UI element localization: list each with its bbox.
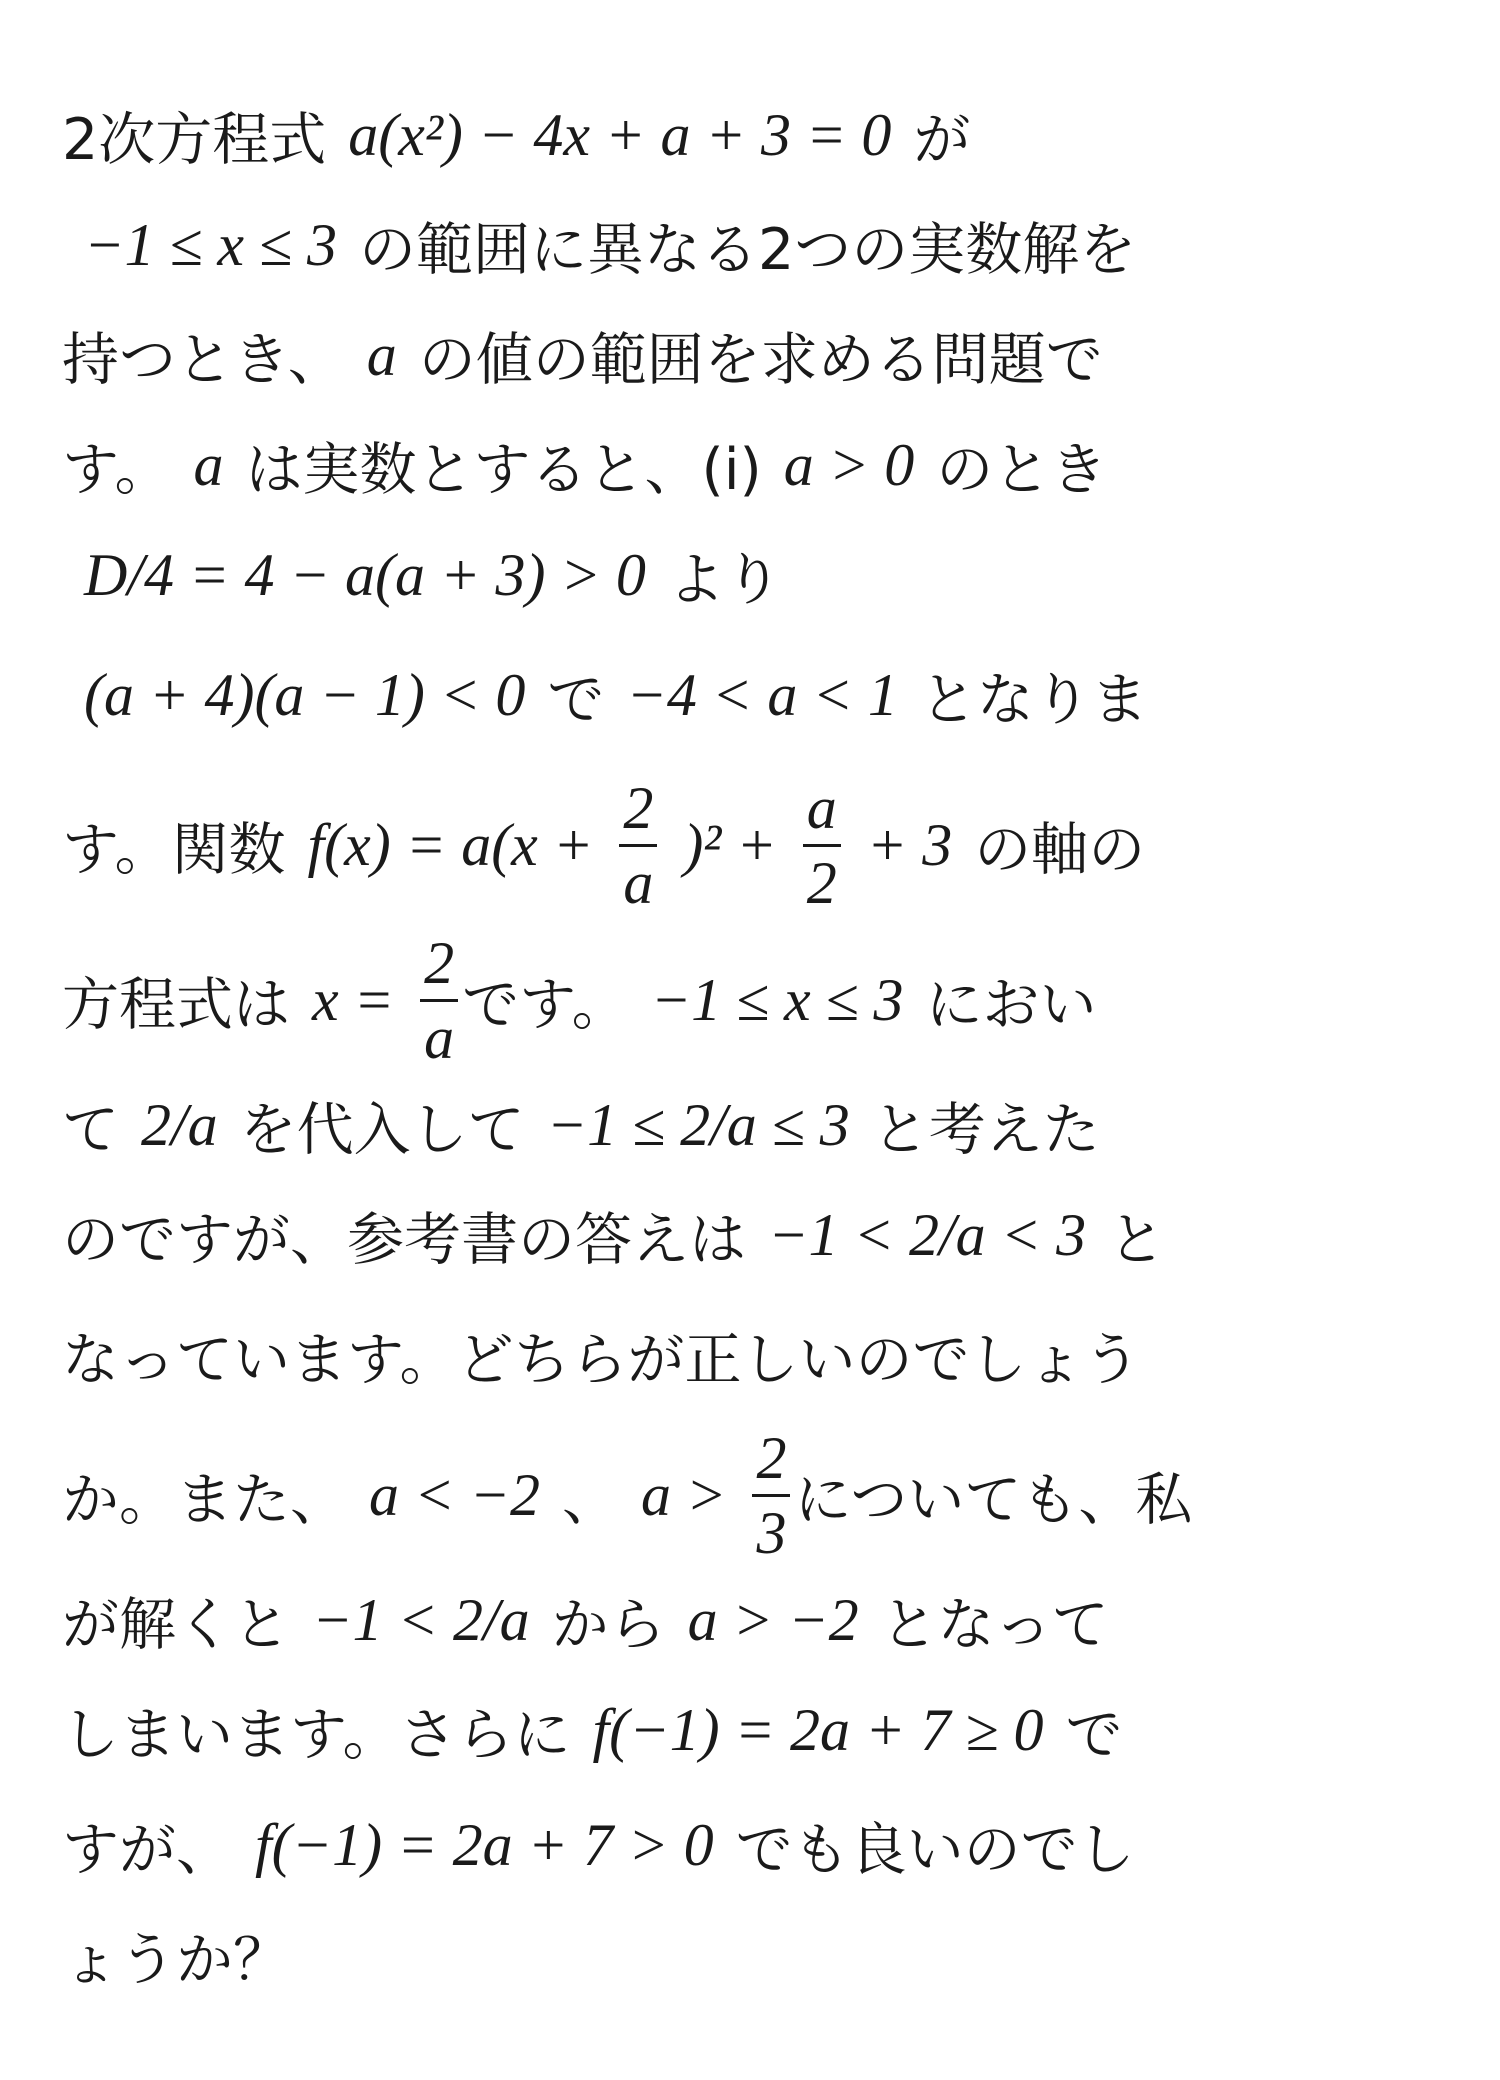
text-span: すが、 <box>62 1817 233 1883</box>
text-span: のとき <box>936 437 1108 503</box>
text-span: の範囲に異なる2つの実数解を <box>358 217 1137 283</box>
text-span: となって <box>880 1592 1109 1658</box>
text-span: 方程式は <box>62 972 290 1038</box>
math-expression: a > −2 <box>687 1586 859 1653</box>
text-span: のですが、参考書の答えは <box>62 1207 746 1273</box>
text-span: しまいます。さらに <box>62 1702 571 1768</box>
fraction-numerator: 2 <box>752 1428 790 1497</box>
text-line <box>62 1300 1460 1410</box>
math-expression: x = <box>312 966 395 1033</box>
text-span: におい <box>925 972 1097 1038</box>
math-expression: f(x) = a(x + <box>307 811 594 878</box>
math-expression: D/4 = 4 − a(a + 3) > 0 <box>84 541 646 608</box>
math-expression: a < −2 <box>369 1461 540 1528</box>
text-span: でも良いのでし <box>735 1817 1135 1883</box>
math-expression: a(x²) − 4x + a + 3 = 0 <box>348 101 892 168</box>
math-expression: a > 0 <box>783 431 915 498</box>
text-line <box>62 1070 1460 1180</box>
text-span: を代入して <box>239 1097 525 1163</box>
fraction-denominator: a <box>424 1004 455 1071</box>
text-span: となりま <box>919 667 1148 733</box>
text-line <box>62 774 1460 916</box>
fraction <box>619 774 657 916</box>
text-span: が <box>913 107 971 173</box>
text-span: 、 <box>561 1467 619 1533</box>
text-span: なっています。どちらが正しいのでしょう <box>62 1327 1141 1393</box>
text-span: の軸の <box>974 817 1146 883</box>
fraction-denominator: 3 <box>756 1499 787 1566</box>
text-line <box>62 410 1460 520</box>
math-expression: )² + <box>683 811 777 878</box>
fraction <box>420 929 458 1071</box>
text-span: と <box>1108 1207 1166 1273</box>
text-span: より <box>667 547 782 613</box>
fraction <box>752 1424 790 1566</box>
text-line <box>62 520 1460 630</box>
fraction-denominator: 2 <box>806 849 837 916</box>
math-expression: −1 < 2/a < 3 <box>768 1201 1087 1268</box>
text-line <box>62 190 1460 300</box>
math-expression: a <box>193 431 224 498</box>
fraction-numerator: 2 <box>420 933 458 1002</box>
math-expression: (a + 4)(a − 1) < 0 <box>84 661 526 728</box>
fraction-numerator: a <box>803 778 841 847</box>
text-span: の値の範囲を求める問題で <box>418 327 1103 393</box>
text-span: 持つとき、 <box>62 327 345 393</box>
text-span: と考えた <box>871 1097 1100 1163</box>
fraction-numerator: 2 <box>619 778 657 847</box>
math-expression: a <box>366 321 397 388</box>
text-line <box>62 1675 1460 1785</box>
math-expression: −1 ≤ x ≤ 3 <box>84 211 337 278</box>
text-span: て <box>62 1097 119 1163</box>
text-line <box>62 1900 1460 2010</box>
text-span: す。関数 <box>62 817 286 883</box>
text-span: で <box>547 667 605 733</box>
text-line <box>62 1424 1460 1566</box>
text-line <box>62 300 1460 410</box>
text-span: ょうか？ <box>62 1927 290 1993</box>
text-span: から <box>551 1592 666 1658</box>
math-expression: f(−1) = 2a + 7 > 0 <box>255 1811 714 1878</box>
text-line <box>62 80 1460 190</box>
text-line <box>62 1790 1460 1900</box>
math-expression: f(−1) = 2a + 7 ≥ 0 <box>592 1696 1044 1763</box>
text-span: 2次方程式 <box>62 107 327 173</box>
text-line <box>62 1180 1460 1290</box>
text-line <box>62 1565 1460 1675</box>
text-line <box>62 640 1460 750</box>
text-span: についても、私 <box>794 1467 1193 1533</box>
text-span: は実数とすると、(i) <box>245 437 762 503</box>
text-span: です。 <box>462 972 629 1038</box>
math-expression: −1 < 2/a <box>312 1586 530 1653</box>
text-line <box>62 929 1460 1071</box>
text-span: か。また、 <box>62 1467 347 1533</box>
math-expression: −1 ≤ x ≤ 3 <box>650 966 904 1033</box>
math-expression: 2/a <box>141 1091 218 1158</box>
fraction-denominator: a <box>623 849 654 916</box>
math-expression: −1 ≤ 2/a ≤ 3 <box>546 1091 850 1158</box>
fraction <box>803 774 841 916</box>
text-span: で <box>1065 1702 1123 1768</box>
math-expression: + 3 <box>866 811 953 878</box>
text-span: が解くと <box>62 1592 290 1658</box>
math-expression: a > <box>640 1461 727 1528</box>
text-span: す。 <box>62 437 172 503</box>
math-expression: −4 < a < 1 <box>626 661 898 728</box>
